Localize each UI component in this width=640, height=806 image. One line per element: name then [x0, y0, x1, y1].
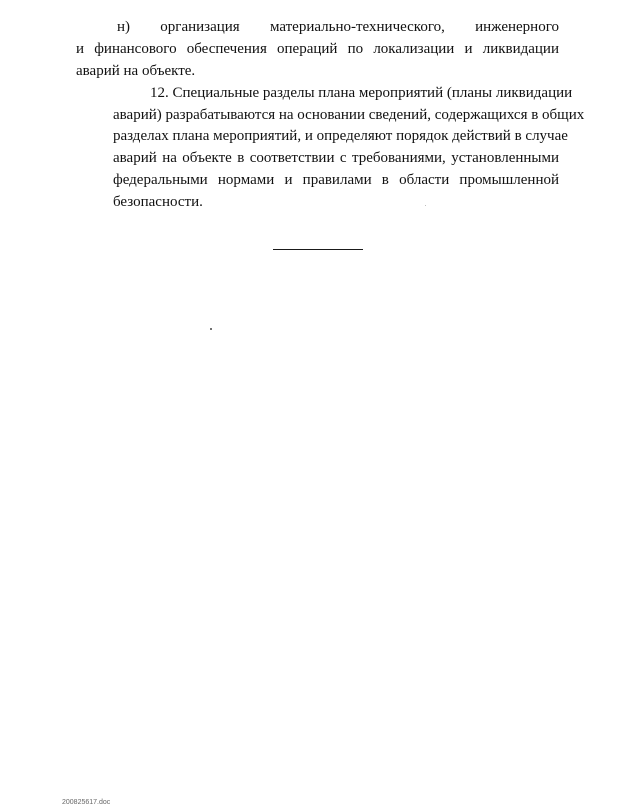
scan-speck: [210, 328, 212, 330]
paragraph-12-line-5: федеральными нормами и правилами в области промышленной: [113, 171, 559, 188]
paragraph-12-line-4: аварий на объекте в соответствии с требованиями, установленными: [113, 150, 559, 167]
paragraph-12-line-6: безопасности.: [113, 193, 203, 210]
paragraph-n-line-1: н) организация материально-технического, инженерного: [117, 19, 559, 35]
paragraph-12-line-2: аварий) разрабатываются на основании сведений, содержащихся в общих: [113, 106, 585, 123]
scan-speck: [425, 205, 426, 206]
paragraph-12-line-3: разделах плана мероприятий, и определяют порядок действий в случае: [113, 128, 568, 145]
paragraph-12: [76, 83, 585, 214]
paragraph-n-line-2: и финансового обеспечения операций по локализации и ликвидации: [76, 40, 559, 57]
footer-file-reference: 200825617.doc: [62, 799, 111, 806]
paragraph-n-line-3: аварий на объекте.: [76, 62, 196, 79]
paragraph-12-line-1: 12. Специальные разделы плана мероприятий (планы ликвидации: [150, 84, 573, 101]
end-separator-line: [273, 249, 363, 250]
document-body: [76, 17, 585, 214]
paragraph-n: [76, 17, 559, 82]
